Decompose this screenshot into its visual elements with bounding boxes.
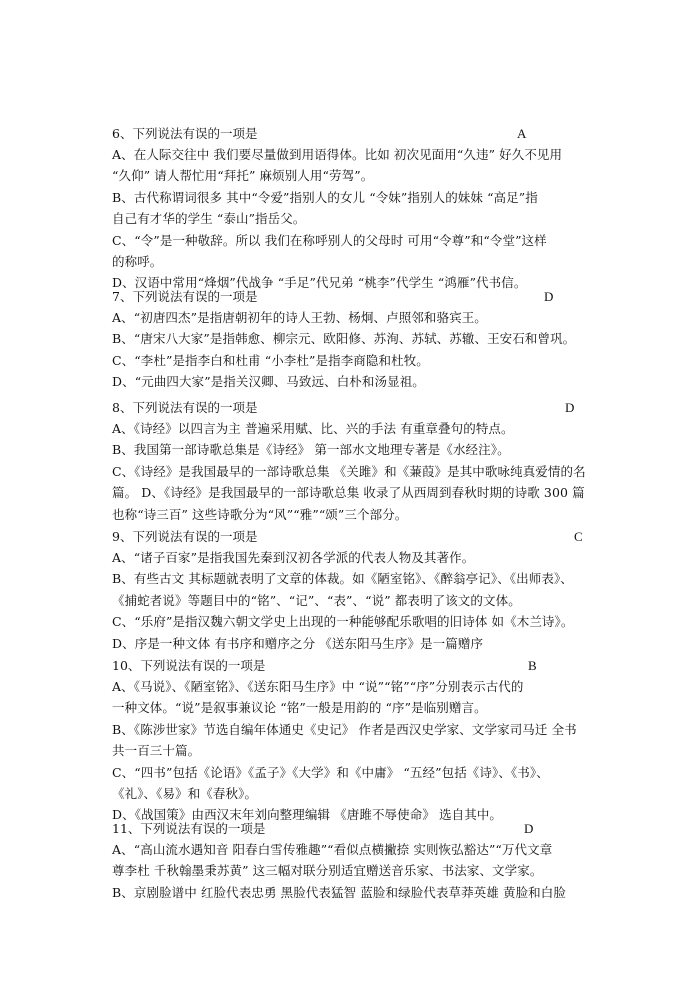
question-line: A、“高山流水遇知音 阳春白雪传雅趣”“看似点横撇捺 实则恢弘豁达”“万代文章 <box>112 842 553 857</box>
question-line: B、有些古文 其标题就表明了文章的体裁。如《陋室铭》、《醉翁亭记》、《出师表》、 <box>112 571 573 587</box>
question-line: C、“四书”包括《论语》《孟子》《大学》和《中庸》 “五经”包括《诗》、《书》、 <box>112 764 549 780</box>
question-line: 共一百三十篇。 <box>112 743 201 759</box>
question-line: D、“元曲四大家”是指关汉卿、马致远、白朴和汤显祖。 <box>112 374 425 390</box>
question-heading <box>112 526 602 547</box>
question-line: A、《诗经》以四言为主 普遍采用赋、比、兴的手法 有重章叠句的特点。 <box>112 421 514 436</box>
question-prompt: 8、下列说法有误的一项是 <box>112 400 258 415</box>
question-prompt: 6、下列说法有误的一项是 <box>112 126 258 141</box>
question-heading <box>112 397 602 418</box>
question-line: 尊李杜 千秋翰墨秉苏黄” 这三幅对联分别适宜赠送音乐家、书法家、文学家。 <box>112 863 543 879</box>
question-7 <box>112 286 602 393</box>
answer-key: C <box>574 529 583 544</box>
question-line: 也称“诗三百” 这些诗歌分为“风”“雅”“颂”三个部分。 <box>112 506 408 522</box>
question-line: B、我国第一部诗歌总集是《诗经》 第一部水文地理专著是《水经注》。 <box>112 442 510 458</box>
question-9 <box>112 526 602 654</box>
question-heading <box>112 286 602 307</box>
answer-key: D <box>565 400 575 415</box>
question-line: 的称呼。 <box>112 254 163 270</box>
question-heading <box>112 818 602 839</box>
answer-key: A <box>517 126 527 141</box>
question-line: 篇。 D、《诗经》是我国最早的一部诗歌总集 收录了从西周到春秋时期的诗歌 300 篇 <box>112 485 585 501</box>
question-line: A、《马说》、《陋室铭》、《送东阳马生序》中 “说”“铭”“序”分别表示古代的 <box>112 679 524 694</box>
question-line: “久仰” 请人帮忙用“拜托” 麻烦别人用“劳驾”。 <box>112 168 374 184</box>
question-8 <box>112 397 602 525</box>
question-10 <box>112 655 602 826</box>
question-prompt: 10、下列说法有误的一项是 <box>112 658 266 673</box>
question-line: B、古代称谓词很多 其中“令爱”指别人的女儿 “令妹”指别人的妹妹 “高足”指 <box>112 189 538 205</box>
question-prompt: 9、下列说法有误的一项是 <box>112 529 258 544</box>
question-line: C、“令”是一种敬辞。所以 我们在称呼别人的父母时 可用“令尊”和“令堂”这样 <box>112 232 547 248</box>
question-line: A、“初唐四杰”是指唐朝初年的诗人王勃、杨炯、卢照邻和骆宾王。 <box>112 310 487 325</box>
question-line: D、汉语中常用“烽烟”代战争 “手足”代兄弟 “桃李”代学生 “鸿雁”代书信。 <box>112 275 527 291</box>
question-prompt: 7、下列说法有误的一项是 <box>112 289 258 304</box>
question-6 <box>112 123 602 294</box>
question-line: B、《陈涉世家》节选自编年体通史《史记》 作者是西汉史学家、文学家司马迁 全书 <box>112 721 577 737</box>
question-heading <box>112 655 602 676</box>
question-11 <box>112 818 602 903</box>
question-line: D、序是一种文体 有书序和赠序之分 《送东阳马生序》是一篇赠序 <box>112 635 484 651</box>
question-heading <box>112 123 602 144</box>
answer-key: D <box>544 289 554 304</box>
question-line: B、“唐宋八大家”是指韩愈、柳宗元、欧阳修、苏洵、苏轼、苏辙、王安石和曾巩。 <box>112 331 576 347</box>
question-line: 一种文体。“说”是叙事兼议论 “铭”一般是用韵的 “序”是临别赠言。 <box>112 700 487 716</box>
question-line: C、“乐府”是指汉魏六朝文学史上出现的一种能够配乐歌唱的旧诗体 如《木兰诗》。 <box>112 614 574 630</box>
question-line: D、《战国策》由西汉末年刘向整理编辑 《唐雎不辱使命》 选自其中。 <box>112 807 503 823</box>
question-line: B、京剧脸谱中 红脸代表忠勇 黑脸代表猛智 蓝脸和绿脸代表草莽英雄 黄脸和白脸 <box>112 884 566 900</box>
question-line: A、“诸子百家”是指我国先秦到汉初各学派的代表人物及其著作。 <box>112 550 475 565</box>
question-line: 《捕蛇者说》等题目中的“铭”、“记”、“表”、“说” 都表明了该文的文体。 <box>112 592 521 608</box>
question-prompt: 11、下列说法有误的一项是 <box>112 821 266 836</box>
question-line: 自己有才华的学生 “泰山”指岳父。 <box>112 211 306 227</box>
question-line: 《礼》、《易》和《春秋》。 <box>112 786 258 802</box>
answer-key: B <box>528 658 537 673</box>
question-line: C、“李杜”是指李白和杜甫 “小李杜”是指李商隐和杜牧。 <box>112 352 429 368</box>
question-line: A、在人际交往中 我们要尽量做到用语得体。比如 初次见面用“久违” 好久不见用 <box>112 147 563 162</box>
answer-key: D <box>524 821 534 836</box>
question-line: C、《诗经》是我国最早的一部诗歌总集 《关雎》和《蒹葭》是其中歌咏纯真爱情的名 <box>112 463 586 479</box>
